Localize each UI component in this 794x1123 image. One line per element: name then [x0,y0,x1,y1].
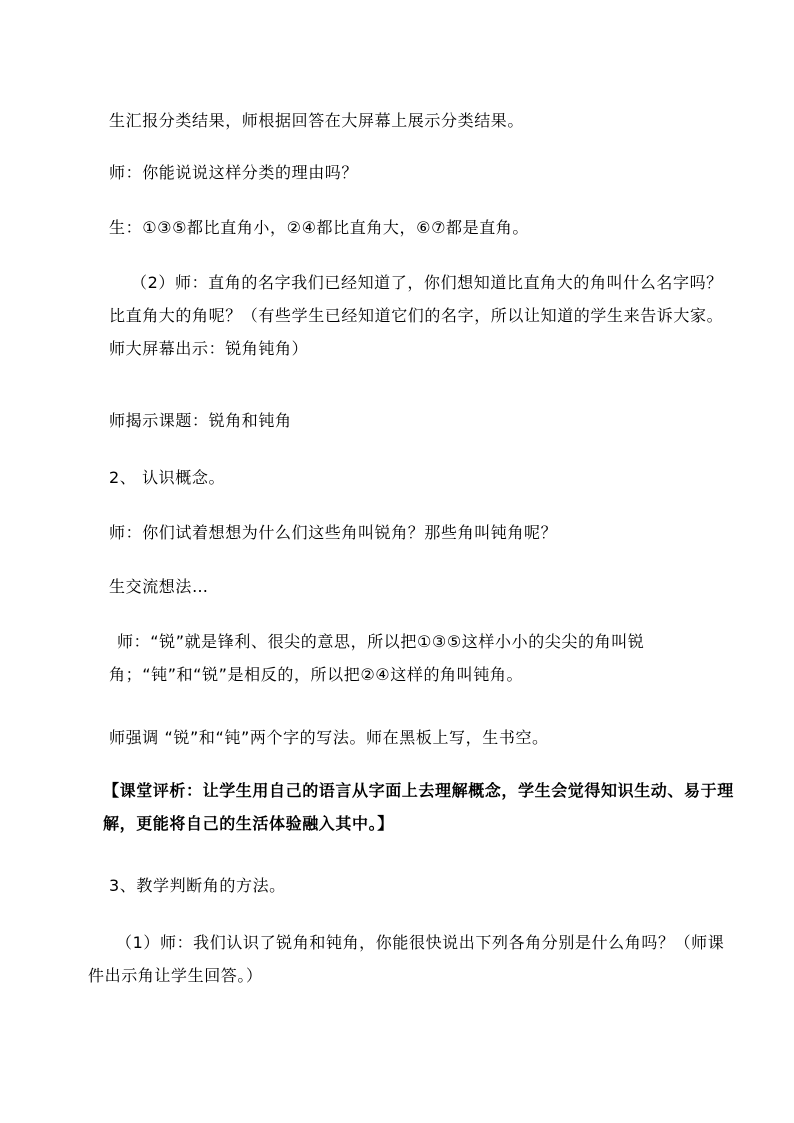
paragraph-reveal-topic: 师揭示课题：锐角和钝角 [109,411,292,430]
paragraph-student-answer: 生：①③⑤都比直角小，②④都比直角大，⑥⑦都是直角。 [109,218,530,237]
paragraph-teacher-explain: 师：“锐”就是锋利、很尖的意思，所以把①③⑤这样小小的尖尖的角叫锐角；“钝”和“锐”是相反的，所以把②④这样的角叫钝角。 [109,632,645,684]
paragraph-class-evaluation: 【课堂评析：让学生用自己的语言从字面上去理解概念，学生会觉得知识生动、易于理解，更能将自己的生活体验融入其中。】 [103,781,734,833]
paragraph-teacher-question: 师：你能说说这样分类的理由吗？ [109,163,359,182]
paragraph-teacher-emphasis: 师强调 “锐”和“钝”两个字的写法。师在黑板上写，生书空。 [109,728,549,747]
paragraph-teacher-naming: （2）师：直角的名字我们已经知道了，你们想知道比直角大的角叫什么名字吗？比直角大的角呢？（有些学生已经知道它们的名字，所以让知道的学生来告诉大家。师大屏幕出示：锐角钝角） [109,273,724,358]
paragraph-teacher-think: 师：你们试着想想为什么们这些角叫锐角？那些角叫钝角呢？ [109,523,558,542]
section-heading-method: 3、教学判断角的方法。 [109,876,286,895]
paragraph-student-exchange: 生交流想法… [109,577,209,596]
section-heading-concept: 2、 认识概念。 [109,468,226,487]
paragraph-report-result: 生汇报分类结果，师根据回答在大屏幕上展示分类结果。 [109,111,525,130]
paragraph-teacher-identify: （1）师：我们认识了锐角和钝角，你能很快说出下列各角分别是什么角吗？（师课件出示角让学生回答。） [88,933,725,985]
